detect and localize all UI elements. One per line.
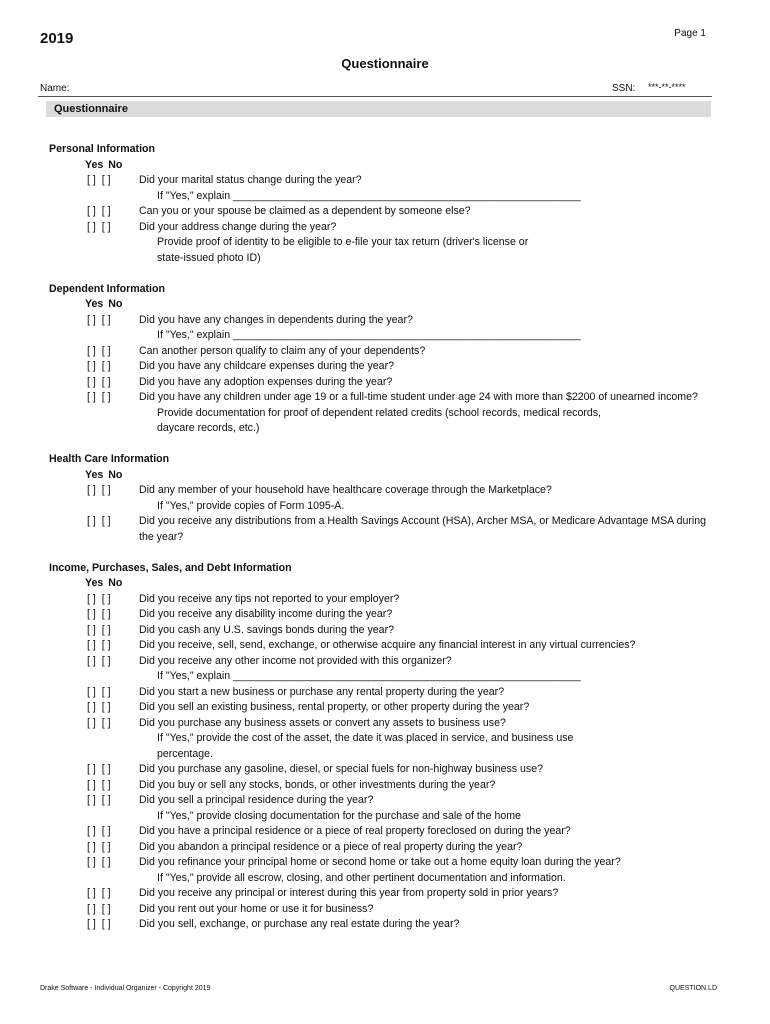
question-note: percentage. bbox=[157, 747, 213, 760]
yes-no-checkboxes[interactable]: [ ] [ ] bbox=[87, 856, 111, 868]
question-text: Can another person qualify to claim any of your dependents? bbox=[139, 344, 426, 357]
questionnaire-content bbox=[49, 142, 719, 933]
question-row bbox=[49, 390, 719, 406]
footer-copyright: Drake Software - Individual Organizer - Copyright 2019 bbox=[40, 985, 211, 992]
name-label: Name: bbox=[40, 83, 70, 94]
questionnaire-section bbox=[49, 561, 719, 933]
tax-year: 2019 bbox=[40, 30, 74, 47]
question-text: Did you buy or sell any stocks, bonds, or other investments during the year? bbox=[139, 778, 496, 791]
question-row bbox=[49, 762, 719, 778]
question-text: Did you start a new business or purchase any rental property during the year? bbox=[139, 685, 505, 698]
question-text: Did you have any adoption expenses during the year? bbox=[139, 375, 393, 388]
yes-no-checkboxes[interactable]: [ ] [ ] bbox=[87, 360, 111, 372]
question-text: Did you receive any tips not reported to your employer? bbox=[139, 592, 400, 605]
section-spacer bbox=[49, 266, 719, 282]
question-text: Did you receive any disability income during the year? bbox=[139, 608, 393, 620]
section-spacer bbox=[49, 545, 719, 561]
question-text: Did you purchase any business assets or convert any assets to business use? bbox=[139, 716, 506, 729]
question-text: Did you sell an existing business, rental property, or other property during the year? bbox=[139, 701, 530, 713]
question-row bbox=[49, 483, 719, 499]
questionnaire-section bbox=[49, 452, 719, 545]
question-row bbox=[49, 793, 719, 809]
yes-no-checkboxes[interactable]: [ ] [ ] bbox=[87, 825, 111, 837]
question-note: Provide proof of identity to be eligible to e-file your tax return (driver's license or bbox=[157, 236, 529, 248]
yes-no-checkboxes[interactable]: [ ] [ ] bbox=[87, 763, 111, 775]
question-text: Did you have any changes in dependents during the year? bbox=[139, 313, 413, 326]
footer-form-code: QUESTION.LD bbox=[669, 985, 717, 992]
section-title: Income, Purchases, Sales, and Debt Information bbox=[49, 561, 292, 574]
questionnaire-section bbox=[49, 142, 719, 266]
question-text: Did you receive any principal or interest during this year from property sold in prior years? bbox=[139, 887, 559, 899]
yes-no-checkboxes[interactable]: [ ] [ ] bbox=[87, 918, 111, 930]
question-row bbox=[49, 375, 719, 391]
question-row bbox=[49, 824, 719, 840]
question-row bbox=[49, 592, 719, 608]
question-text: Can you or your spouse be claimed as a dependent by someone else? bbox=[139, 205, 471, 217]
section-bar-title: Questionnaire bbox=[54, 103, 128, 115]
question-row bbox=[49, 716, 719, 732]
yes-no-checkboxes[interactable]: [ ] [ ] bbox=[87, 344, 111, 357]
question-row bbox=[49, 654, 719, 670]
question-note: If "Yes," explain ___________________________________________________________ bbox=[157, 329, 581, 341]
section-spacer bbox=[49, 437, 719, 453]
question-row bbox=[49, 220, 719, 236]
question-row bbox=[49, 840, 719, 856]
yes-no-checkboxes[interactable]: [ ] [ ] bbox=[87, 778, 111, 791]
question-note: If "Yes," provide closing documentation for the purchase and sale of the home bbox=[157, 809, 522, 822]
question-text: Did you sell, exchange, or purchase any real estate during the year? bbox=[139, 918, 460, 930]
yes-no-checkboxes[interactable]: [ ] [ ] bbox=[87, 685, 111, 698]
yes-no-header: Yes No bbox=[85, 577, 123, 589]
question-text: Did you have any children under age 19 or a full-time student under age 24 with more than $2200 of unearned income? bbox=[139, 391, 698, 403]
question-row bbox=[49, 359, 719, 375]
question-text: Did you abandon a principal residence or a piece of real property during the year? bbox=[139, 840, 523, 853]
yes-no-checkboxes[interactable]: [ ] [ ] bbox=[87, 174, 111, 186]
yes-no-checkboxes[interactable]: [ ] [ ] bbox=[87, 313, 111, 326]
question-text: Did you cash any U.S. savings bonds during the year? bbox=[139, 623, 394, 636]
question-note: If "Yes," provide all escrow, closing, and other pertinent documentation and information. bbox=[157, 871, 566, 884]
question-row bbox=[49, 685, 719, 701]
question-text: Did any member of your household have healthcare coverage through the Marketplace? bbox=[139, 484, 552, 496]
header-divider bbox=[38, 96, 712, 97]
yes-no-checkboxes[interactable]: [ ] [ ] bbox=[87, 639, 111, 651]
yes-no-header: Yes No bbox=[85, 298, 123, 310]
question-note: If "Yes," explain ___________________________________________________________ bbox=[157, 670, 581, 682]
page-title: Questionnaire bbox=[341, 56, 429, 71]
question-row bbox=[49, 855, 719, 871]
question-note: If "Yes," provide the cost of the asset, the date it was placed in service, and business use bbox=[157, 732, 574, 744]
yes-no-checkboxes[interactable]: [ ] [ ] bbox=[87, 220, 111, 233]
ssn-value: ***-**-**** bbox=[648, 82, 686, 92]
question-row bbox=[49, 700, 719, 716]
yes-no-checkboxes[interactable]: [ ] [ ] bbox=[87, 375, 111, 388]
yes-no-checkboxes[interactable]: [ ] [ ] bbox=[87, 592, 111, 605]
question-note: If "Yes," provide copies of Form 1095-A. bbox=[157, 499, 345, 512]
question-row bbox=[49, 902, 719, 918]
question-text: Did you receive any distributions from a Health Savings Account (HSA), Archer MSA, or Medicare Advantage MSA during the year? bbox=[139, 515, 707, 543]
question-text: Did your address change during the year? bbox=[139, 220, 337, 233]
question-row bbox=[49, 607, 719, 623]
question-row bbox=[49, 917, 719, 933]
yes-no-checkboxes[interactable]: [ ] [ ] bbox=[87, 608, 111, 620]
question-text: Did you receive, sell, send, exchange, or otherwise acquire any financial interest in any virtual currencies? bbox=[139, 639, 636, 651]
yes-no-checkboxes[interactable]: [ ] [ ] bbox=[87, 701, 111, 713]
question-text: Did your marital status change during the year? bbox=[139, 174, 362, 186]
yes-no-checkboxes[interactable]: [ ] [ ] bbox=[87, 716, 111, 729]
section-bar bbox=[46, 101, 711, 117]
question-text: Did you purchase any gasoline, diesel, or special fuels for non-highway business use? bbox=[139, 763, 543, 775]
yes-no-checkboxes[interactable]: [ ] [ ] bbox=[87, 623, 111, 636]
yes-no-header: Yes No bbox=[85, 468, 123, 481]
yes-no-checkboxes[interactable]: [ ] [ ] bbox=[87, 515, 111, 527]
question-note: If "Yes," explain ___________________________________________________________ bbox=[157, 189, 581, 202]
question-text: Did you receive any other income not provided with this organizer? bbox=[139, 654, 452, 667]
ssn-label: SSN: bbox=[612, 83, 636, 94]
question-text: Did you sell a principal residence during the year? bbox=[139, 794, 374, 806]
question-row bbox=[49, 204, 719, 220]
question-row bbox=[49, 638, 719, 654]
question-row bbox=[49, 313, 719, 329]
question-row bbox=[49, 778, 719, 794]
question-text: Did you rent out your home or use it for business? bbox=[139, 902, 374, 915]
question-row bbox=[49, 623, 719, 639]
question-row bbox=[49, 514, 719, 545]
questionnaire-section bbox=[49, 282, 719, 437]
yes-no-header: Yes No bbox=[85, 158, 123, 171]
yes-no-checkboxes[interactable]: [ ] [ ] bbox=[87, 484, 111, 496]
section-title: Dependent Information bbox=[49, 282, 165, 295]
section-title: Health Care Information bbox=[49, 453, 170, 465]
question-row bbox=[49, 886, 719, 902]
question-row bbox=[49, 173, 719, 189]
question-text: Did you have any childcare expenses during the year? bbox=[139, 360, 394, 372]
yes-no-checkboxes[interactable]: [ ] [ ] bbox=[87, 205, 111, 217]
section-title: Personal Information bbox=[49, 143, 155, 155]
yes-no-checkboxes[interactable]: [ ] [ ] bbox=[87, 887, 111, 899]
question-note: state-issued photo ID) bbox=[157, 251, 261, 264]
yes-no-checkboxes[interactable]: [ ] [ ] bbox=[87, 902, 111, 915]
question-text: Did you have a principal residence or a piece of real property foreclosed on during the year? bbox=[139, 825, 571, 837]
yes-no-checkboxes[interactable]: [ ] [ ] bbox=[87, 654, 111, 667]
question-note: daycare records, etc.) bbox=[157, 422, 260, 434]
yes-no-checkboxes[interactable]: [ ] [ ] bbox=[87, 794, 111, 806]
question-text: Did you refinance your principal home or second home or take out a home equity loan during the year? bbox=[139, 856, 621, 868]
question-note: Provide documentation for proof of dependent related credits (school records, medical records, bbox=[157, 406, 601, 419]
page-number: Page 1 bbox=[674, 28, 706, 39]
question-row bbox=[49, 344, 719, 360]
yes-no-checkboxes[interactable]: [ ] [ ] bbox=[87, 840, 111, 853]
yes-no-checkboxes[interactable]: [ ] [ ] bbox=[87, 391, 111, 403]
